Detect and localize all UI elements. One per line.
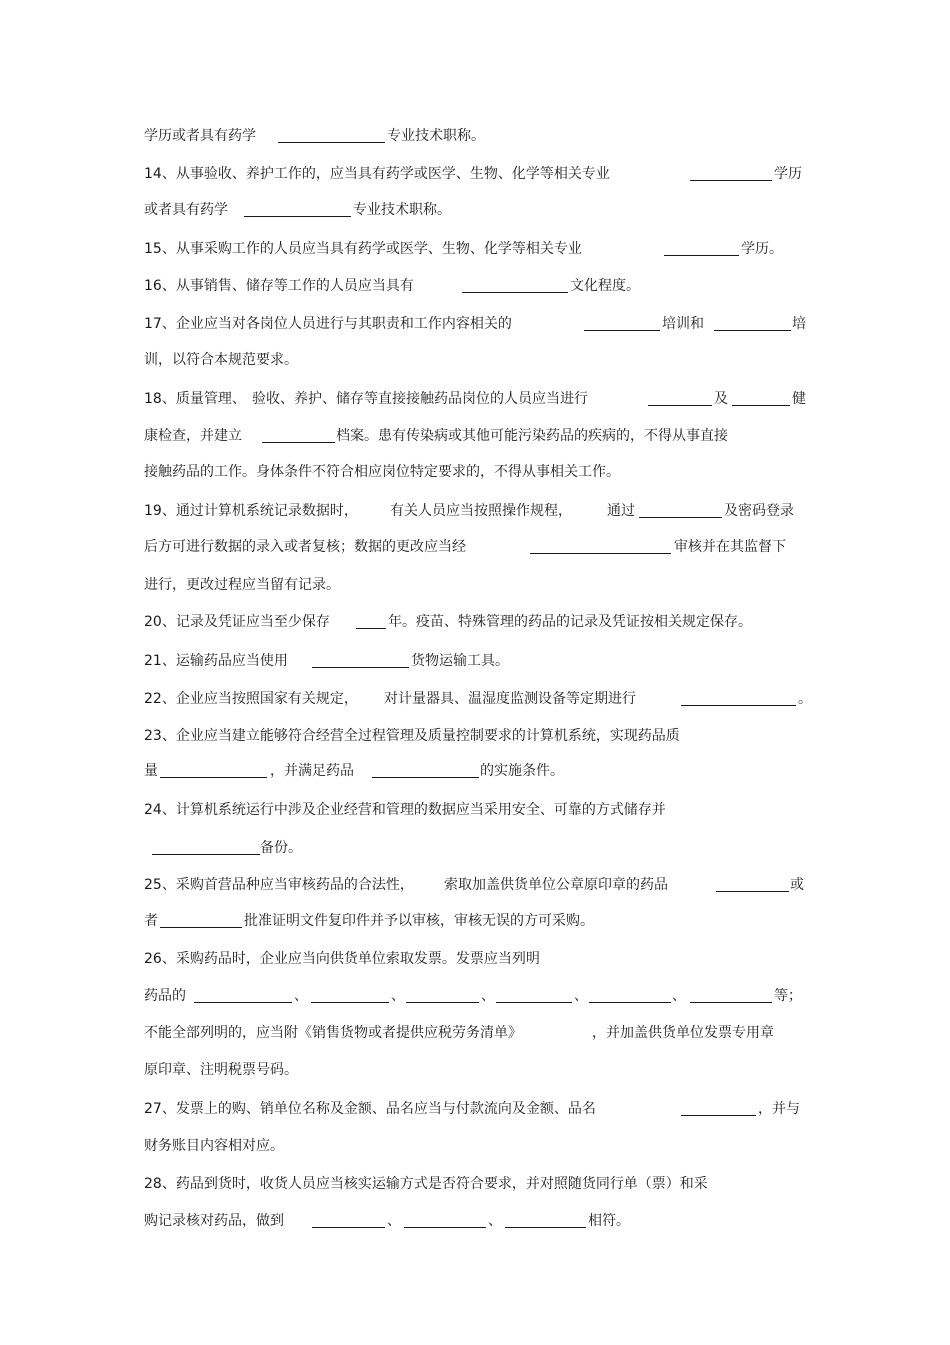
fill-in-blank	[714, 316, 791, 331]
text-segment: 25、采购首营品种应当审核药品的合法性，	[144, 877, 414, 893]
fill-in-blank	[406, 988, 479, 1003]
fill-in-blank	[681, 691, 796, 706]
text-line	[144, 126, 814, 146]
fill-in-blank	[681, 1101, 756, 1116]
text-segment: 或	[790, 877, 804, 893]
text-segment: 、	[387, 1213, 401, 1229]
text-segment: 26、采购药品时，企业应当向供货单位索取发票。发票应当列明	[144, 951, 540, 967]
text-segment: 备份。	[260, 840, 302, 856]
text-line	[144, 838, 814, 858]
text-segment: 通过	[607, 503, 635, 519]
fill-in-blank	[664, 241, 739, 256]
text-segment: 16、从事销售、储存等工作的人员应当具有	[144, 278, 414, 294]
text-segment: 、	[488, 1213, 502, 1229]
text-segment: 档案。患有传染病或其他可能污染药品的疾病的，不得从事直接	[336, 428, 728, 444]
text-segment: 、	[672, 988, 686, 1004]
fill-in-blank	[690, 988, 772, 1003]
fill-in-blank	[462, 278, 568, 293]
text-segment: 索取加盖供货单位公章原印章的药品	[444, 877, 668, 893]
text-segment: 或者具有药学	[144, 202, 228, 218]
text-segment: 等；	[774, 988, 802, 1004]
text-segment: 不能全部列明的，应当附《销售货物或者提供应税劳务清单》	[144, 1025, 522, 1041]
text-line	[144, 726, 814, 746]
text-line	[144, 949, 814, 969]
text-segment: 康检查，并建立	[144, 428, 242, 444]
text-segment: 22、企业应当按照国家有关规定，	[144, 691, 358, 707]
text-line	[144, 389, 814, 409]
text-line	[144, 689, 814, 709]
text-line	[144, 1136, 814, 1156]
text-line	[144, 501, 814, 521]
text-line	[144, 1099, 814, 1119]
text-segment: 、	[294, 988, 308, 1004]
text-segment: 有关人员应当按照操作规程，	[390, 503, 572, 519]
text-line	[144, 612, 814, 632]
text-segment: 验收、养护、储存等直接接触药品岗位的人员应当进行	[252, 391, 588, 407]
fill-in-blank	[312, 1213, 385, 1228]
text-segment: 药品的	[144, 988, 186, 1004]
fill-in-blank	[404, 1213, 486, 1228]
text-segment: 健	[792, 391, 806, 407]
fill-in-blank	[160, 913, 242, 928]
text-line	[144, 426, 814, 446]
fill-in-blank	[152, 840, 260, 855]
fill-in-blank	[732, 391, 790, 406]
text-segment: 原印章、注明税票号码。	[144, 1062, 298, 1078]
text-segment: 的实施条件。	[480, 763, 564, 779]
fill-in-blank	[244, 202, 351, 217]
text-line	[144, 200, 814, 220]
text-segment: 专业技术职称。	[353, 202, 451, 218]
fill-in-blank	[530, 539, 671, 554]
fill-in-blank	[505, 1213, 586, 1228]
text-segment: 。	[798, 691, 812, 707]
text-segment: 对计量器具、温湿度监测设备等定期进行	[384, 691, 636, 707]
text-line	[144, 911, 814, 931]
text-line	[144, 276, 814, 296]
text-segment: 及密码登录	[724, 503, 794, 519]
text-segment: 14、从事验收、养护工作的，应当具有药学或医学、生物、化学等相关专业	[144, 166, 610, 182]
text-line	[144, 350, 814, 370]
text-segment: ，并满足药品	[270, 763, 354, 779]
text-segment: 及	[714, 391, 728, 407]
text-segment: 批准证明文件复印件并予以审核，审核无误的方可采购。	[244, 913, 594, 929]
text-line	[144, 575, 814, 595]
fill-in-blank	[194, 988, 292, 1003]
text-segment: ，并加盖供货单位发票专用章	[592, 1025, 774, 1041]
text-segment: 、	[574, 988, 588, 1004]
text-segment: 货物运输工具。	[411, 653, 509, 669]
text-segment: 21、运输药品应当使用	[144, 653, 288, 669]
text-segment: 27、发票上的购、销单位名称及金额、品名应当与付款流向及金额、品名	[144, 1101, 596, 1117]
text-segment: 19、通过计算机系统记录数据时，	[144, 503, 358, 519]
text-line	[144, 239, 814, 259]
text-segment: 进行，更改过程应当留有记录。	[144, 577, 340, 593]
text-segment: 15、从事采购工作的人员应当具有药学或医学、生物、化学等相关专业	[144, 241, 582, 257]
text-segment: 18、质量管理、	[144, 391, 246, 407]
fill-in-blank	[372, 763, 479, 778]
text-line	[144, 986, 814, 1006]
fill-in-blank	[278, 128, 385, 143]
fill-in-blank	[356, 614, 386, 629]
fill-in-blank	[312, 653, 409, 668]
text-segment: 20、记录及凭证应当至少保存	[144, 614, 330, 630]
text-segment: 学历或者具有药学	[144, 128, 256, 144]
text-line	[144, 875, 814, 895]
text-segment: 专业技术职称。	[387, 128, 485, 144]
text-segment: 购记录核对药品，做到	[144, 1213, 284, 1229]
text-segment: 财务账目内容相对应。	[144, 1138, 284, 1154]
text-line	[144, 1060, 814, 1080]
text-line	[144, 164, 814, 184]
fill-in-blank	[160, 763, 267, 778]
text-line	[144, 761, 814, 781]
fill-in-blank	[648, 391, 712, 406]
text-segment: 文化程度。	[570, 278, 640, 294]
fill-in-blank	[584, 316, 660, 331]
fill-in-blank	[262, 428, 335, 443]
text-segment: 、	[481, 988, 495, 1004]
text-segment: 审核并在其监督下	[674, 539, 786, 555]
text-line	[144, 651, 814, 671]
fill-in-blank	[496, 988, 572, 1003]
text-segment: 28、药品到货时，收货人员应当核实运输方式是否符合要求，并对照随货同行单（票）和采	[144, 1176, 708, 1192]
text-line	[144, 314, 814, 334]
text-segment: 17、企业应当对各岗位人员进行与其职责和工作内容相关的	[144, 316, 512, 332]
text-line	[144, 1174, 814, 1194]
text-segment: ，并与	[758, 1101, 800, 1117]
text-segment: 培训和	[662, 316, 704, 332]
text-segment: 学历。	[741, 241, 783, 257]
text-segment: 、	[391, 988, 405, 1004]
text-segment: 后方可进行数据的录入或者复核；数据的更改应当经	[144, 539, 466, 555]
text-segment: 相符。	[588, 1213, 630, 1229]
text-line	[144, 537, 814, 557]
text-line	[144, 462, 814, 482]
text-segment: 24、计算机系统运行中涉及企业经营和管理的数据应当采用安全、可靠的方式储存并	[144, 802, 666, 818]
text-segment: 年。疫苗、特殊管理的药品的记录及凭证按相关规定保存。	[388, 614, 752, 630]
fill-in-blank	[716, 877, 789, 892]
fill-in-blank	[311, 988, 389, 1003]
text-line	[144, 800, 814, 820]
text-segment: 学历	[774, 166, 802, 182]
fill-in-blank	[589, 988, 671, 1003]
text-segment: 接触药品的工作。身体条件不符合相应岗位特定要求的，不得从事相关工作。	[144, 464, 620, 480]
text-segment: 训，以符合本规范要求。	[144, 352, 298, 368]
fill-in-blank	[639, 503, 722, 518]
text-segment: 量	[144, 763, 158, 779]
text-segment: 23、企业应当建立能够符合经营全过程管理及质量控制要求的计算机系统，实现药品质	[144, 728, 680, 744]
fill-in-blank	[690, 166, 772, 181]
text-segment: 培	[792, 316, 806, 332]
text-line	[144, 1023, 814, 1043]
text-line	[144, 1211, 814, 1231]
text-segment: 者	[144, 913, 158, 929]
